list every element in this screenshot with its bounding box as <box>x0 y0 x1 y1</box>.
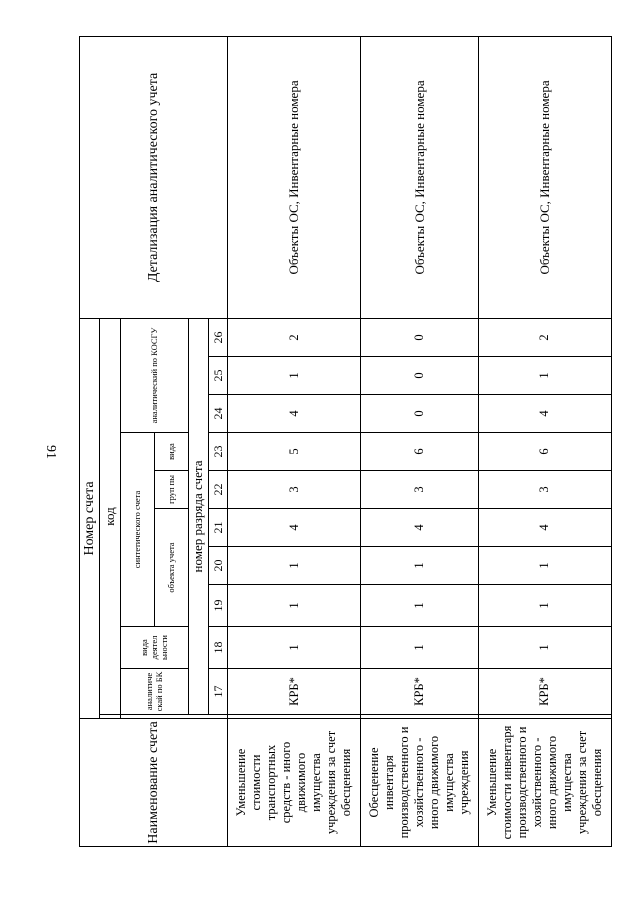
value-cell: КРБ* <box>361 669 478 715</box>
header-synthetic: синтетического счета <box>120 433 154 627</box>
digit-label: 21 <box>208 509 227 547</box>
digit-label: 26 <box>208 318 227 356</box>
table-row <box>361 36 478 846</box>
digit-label: 24 <box>208 395 227 433</box>
header-digit-number: номер разряда счета <box>188 318 208 714</box>
digit-label: 19 <box>208 585 227 627</box>
page-number: 91 <box>43 445 58 459</box>
spacer-cell <box>228 715 361 719</box>
table-row <box>478 36 611 846</box>
header-account-number: Номер счета <box>80 318 100 718</box>
header-spacer <box>100 715 120 719</box>
header-kosgu: аналитический по КОСГУ <box>120 318 188 432</box>
digit-label: 17 <box>208 669 227 715</box>
digit-label: 22 <box>208 471 227 509</box>
value-cell: 1 <box>361 627 478 669</box>
header-accounting-object: объекта учета <box>154 509 188 627</box>
value-cell: КРБ* <box>478 669 611 715</box>
accounts-table <box>79 36 612 847</box>
value-cell: 3 <box>361 471 478 509</box>
digit-label: 20 <box>208 547 227 585</box>
value-cell: 1 <box>478 585 611 627</box>
value-cell: 1 <box>361 585 478 627</box>
table-row <box>228 36 361 846</box>
header-code: код <box>100 318 120 714</box>
header-detail: Детализация аналитического учета <box>80 36 228 318</box>
value-cell: 4 <box>228 509 361 547</box>
header-account-name: Наименование счета <box>80 719 228 847</box>
detail-cell: Объекты ОС, Инвентарные номера <box>361 36 478 318</box>
detail-cell: Объекты ОС, Инвентарные номера <box>228 36 361 318</box>
value-cell: 1 <box>228 357 361 395</box>
value-cell: 6 <box>361 433 478 471</box>
spacer-cell <box>478 715 611 719</box>
account-name: Обесценение инвентаря производственного и хозяйственного - иного движимого имущества учреждения <box>361 719 478 847</box>
value-cell: 1 <box>478 547 611 585</box>
detail-cell: Объекты ОС, Инвентарные номера <box>478 36 611 318</box>
account-name: Уменьшение стоимости инвентаря производственного и хозяйственного - иного движимого имущества учреждения за счет обесценения <box>478 719 611 847</box>
value-cell: 1 <box>361 547 478 585</box>
value-cell: 4 <box>478 395 611 433</box>
value-cell: 3 <box>228 471 361 509</box>
value-cell: 4 <box>361 509 478 547</box>
value-cell: 0 <box>361 318 478 356</box>
value-cell: 1 <box>228 547 361 585</box>
account-name: Уменьшение стоимости транспортных средств - иного движимого имущества учреждения за счет обесценения <box>228 719 361 847</box>
value-cell: 4 <box>228 395 361 433</box>
digit-label: 18 <box>208 627 227 669</box>
value-cell: КРБ* <box>228 669 361 715</box>
value-cell: 2 <box>478 318 611 356</box>
digit-label: 23 <box>208 433 227 471</box>
value-cell: 3 <box>478 471 611 509</box>
value-cell: 0 <box>361 395 478 433</box>
header-kind: вида <box>154 433 188 471</box>
value-cell: 5 <box>228 433 361 471</box>
header-analytic-bk: аналитиче скай по БК <box>120 669 188 715</box>
digit-label: 25 <box>208 357 227 395</box>
header-spacer-col <box>120 715 228 719</box>
spacer-cell <box>361 715 478 719</box>
header-group: груп пы <box>154 471 188 509</box>
value-cell: 4 <box>478 509 611 547</box>
value-cell: 0 <box>361 357 478 395</box>
header-activity-type: вида деятел ьности <box>120 627 188 669</box>
value-cell: 1 <box>478 357 611 395</box>
value-cell: 1 <box>478 627 611 669</box>
value-cell: 2 <box>228 318 361 356</box>
value-cell: 1 <box>228 585 361 627</box>
value-cell: 1 <box>228 627 361 669</box>
rotated-table-container <box>79 37 612 847</box>
value-cell: 6 <box>478 433 611 471</box>
